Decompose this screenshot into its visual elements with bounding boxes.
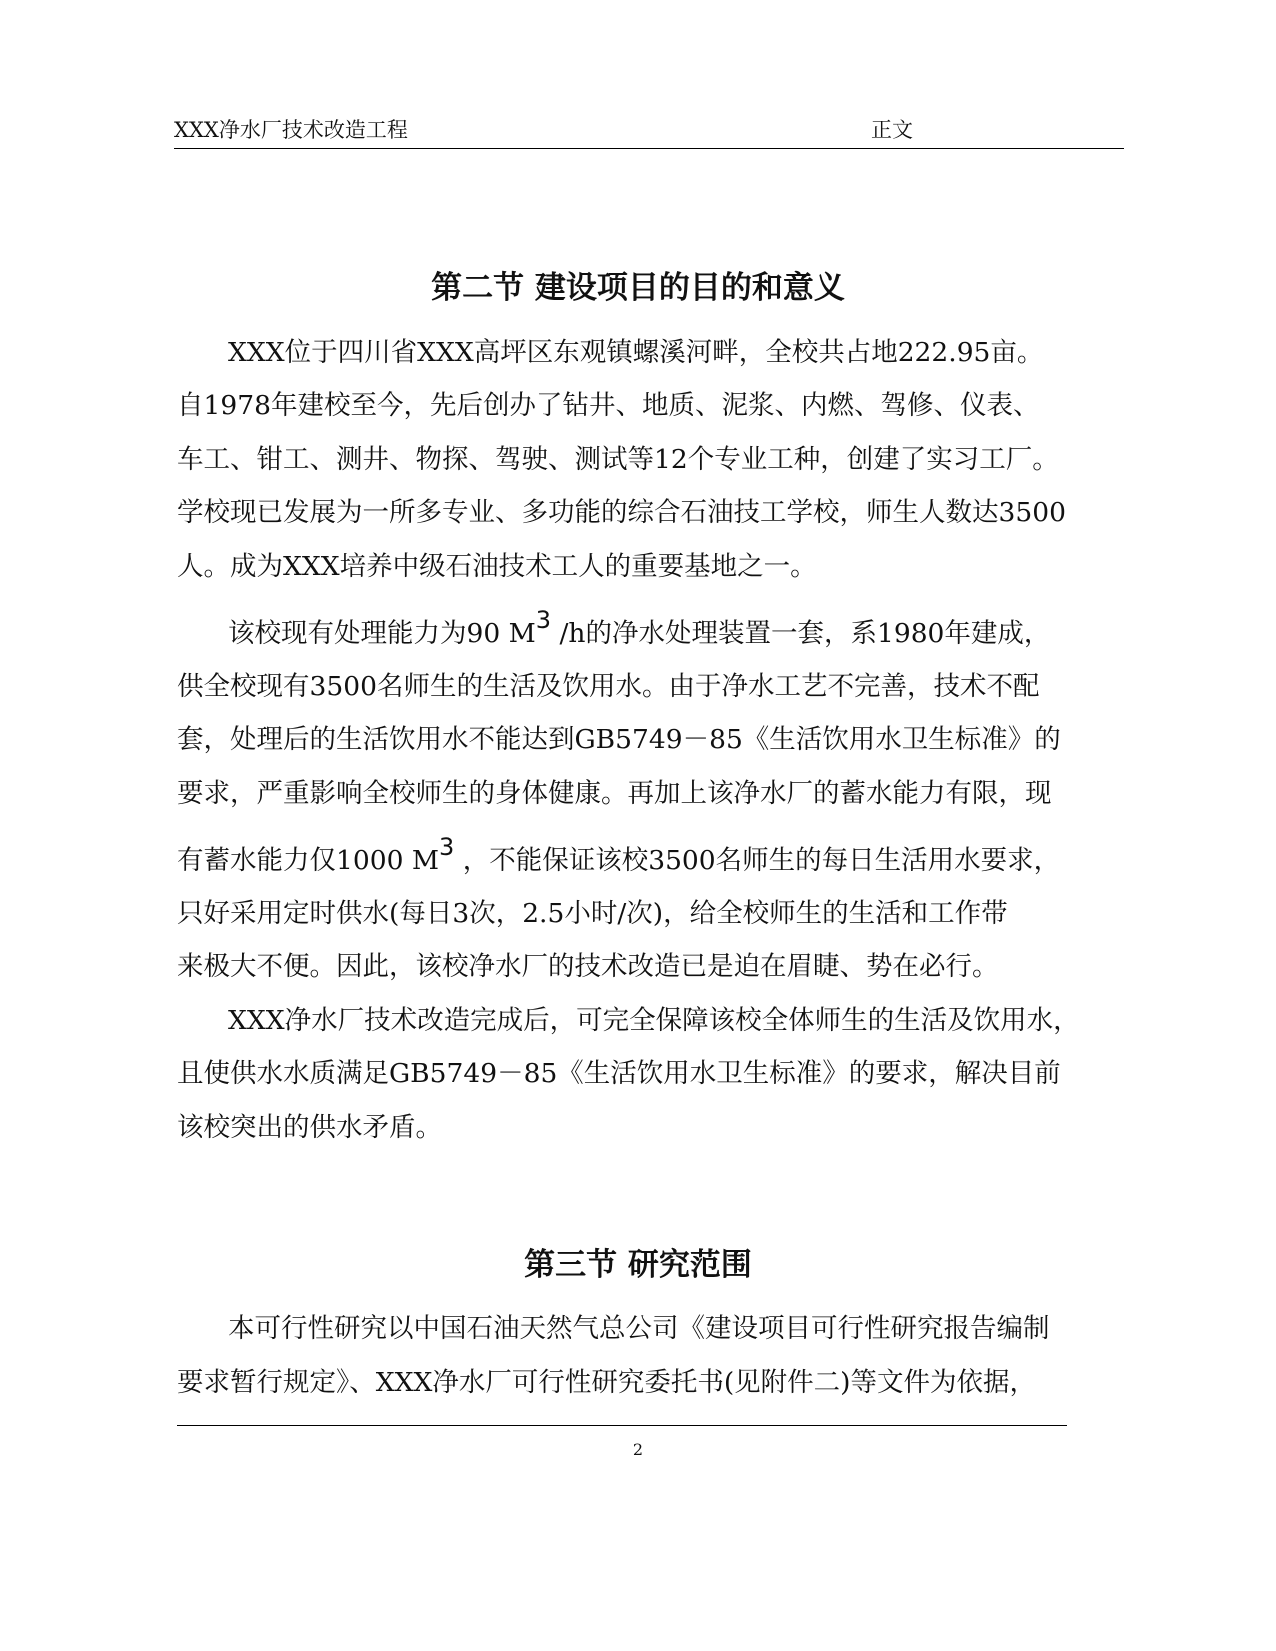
page-header bbox=[174, 114, 1124, 149]
section-heading-2: 第二节 建设项目的目的和意义 bbox=[431, 270, 845, 306]
footer-rule bbox=[177, 1425, 1067, 1426]
paragraph-line: 人。成为XXX培养中级石油技术工人的重要基地之一。 bbox=[177, 551, 817, 582]
superscript: 3 bbox=[439, 833, 455, 862]
paragraph-line: 车工、钳工、测井、物探、驾驶、测试等12个专业工种，创建了实习工厂。 bbox=[177, 444, 1059, 475]
paragraph-line: 自1978年建校至今，先后创办了钻井、地质、泥浆、内燃、驾修、仪表、 bbox=[177, 390, 1040, 421]
paragraph-line: 要求，严重影响全校师生的身体健康。再加上该净水厂的蓄水能力有限，现 bbox=[177, 778, 1052, 809]
paragraph-line: 套，处理后的生活饮用水不能达到GB5749－85《生活饮用水卫生标准》的 bbox=[177, 724, 1061, 755]
page-number: 2 bbox=[632, 1440, 644, 1459]
section-heading-3: 第三节 研究范围 bbox=[524, 1247, 752, 1283]
superscript: 3 bbox=[535, 606, 552, 635]
paragraph-line: 要求暂行规定》、XXX净水厂可行性研究委托书(见附件二)等文件为依据， bbox=[177, 1367, 1037, 1398]
paragraph-line bbox=[177, 833, 1061, 877]
paragraph-line: XXX净水厂技术改造完成后，可完全保障该校全体师生的生活及饮用水， bbox=[228, 1005, 1080, 1036]
header-title: XXX净水厂技术改造工程 bbox=[174, 118, 408, 142]
text-run: /h的净水处理装置一套，系1980年建成， bbox=[551, 618, 1051, 649]
text-run: 有蓄水能力仅1000 M bbox=[177, 845, 439, 876]
paragraph-line: XXX位于四川省XXX高坪区东观镇螺溪河畔，全校共占地222.95亩。 bbox=[228, 337, 1044, 368]
paragraph-line: 学校现已发展为一所多专业、多功能的综合石油技工学校，师生人数达3500 bbox=[177, 497, 1066, 528]
paragraph-line: 来极大不便。因此，该校净水厂的技术改造已是迫在眉睫、势在必行。 bbox=[177, 951, 999, 982]
paragraph-line bbox=[228, 606, 1051, 650]
text-run: 该校现有处理能力为90 M bbox=[228, 618, 536, 649]
paragraph-line: 本可行性研究以中国石油天然气总公司《建设项目可行性研究报告编制 bbox=[228, 1313, 1050, 1344]
paragraph-line: 供全校现有3500名师生的生活及饮用水。由于净水工艺不完善，技术不配 bbox=[177, 671, 1040, 702]
paragraph-line: 且使供水水质满足GB5749－85《生活饮用水卫生标准》的要求，解决目前 bbox=[177, 1058, 1061, 1089]
paragraph-line: 只好采用定时供水(每日3次，2.5小时/次)，给全校师生的生活和工作带 bbox=[177, 898, 1008, 929]
text-run: ，不能保证该校3500名师生的每日生活用水要求， bbox=[454, 845, 1061, 876]
paragraph-line: 该校突出的供水矛盾。 bbox=[177, 1112, 442, 1143]
header-section-label: 正文 bbox=[871, 118, 913, 142]
